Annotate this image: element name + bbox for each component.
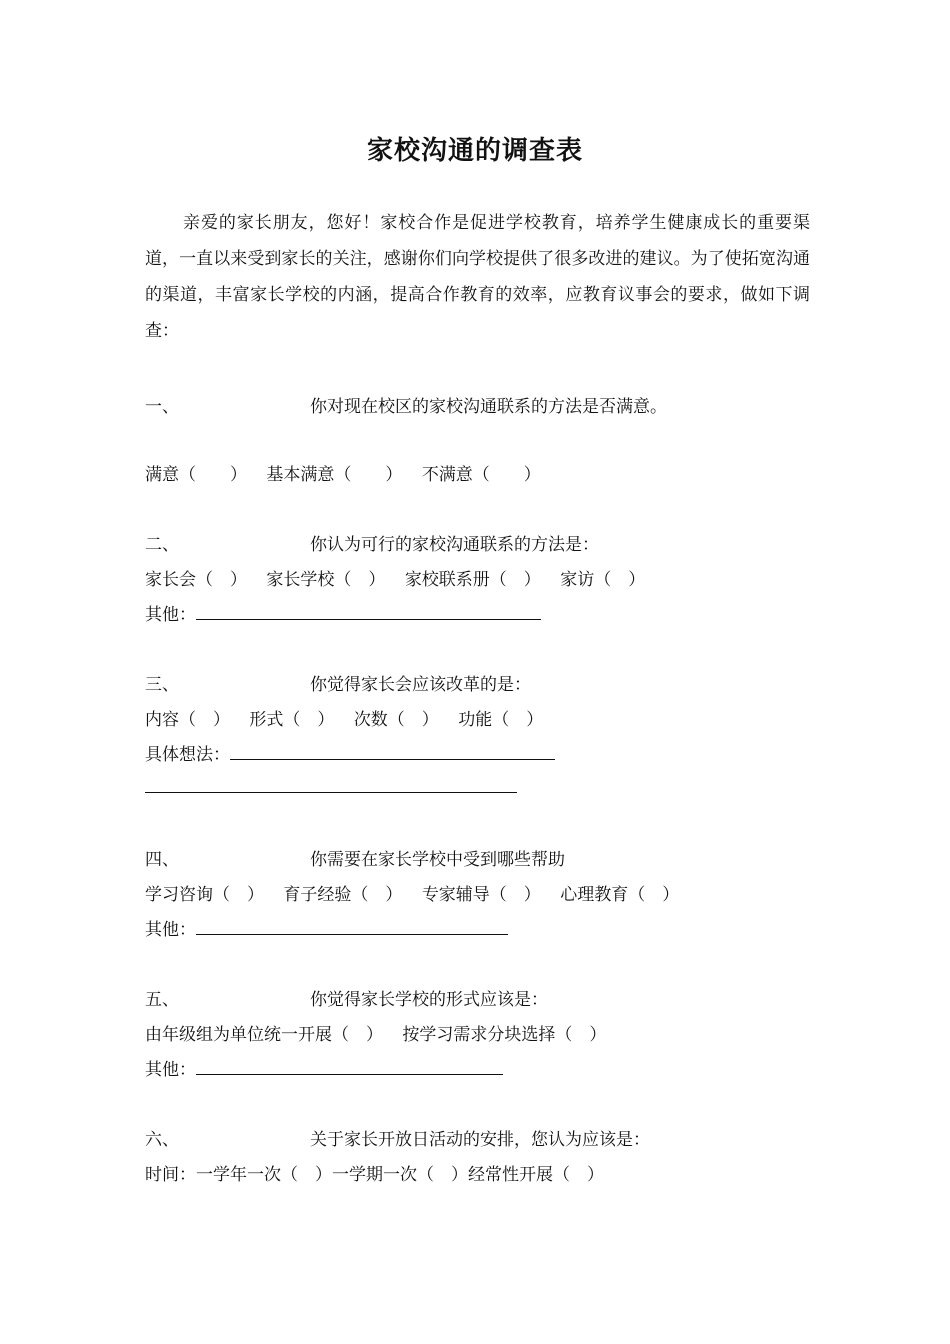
question-5-options — [145, 1020, 620, 1045]
question-number: 六、 — [145, 1130, 179, 1150]
question-4-other — [145, 915, 508, 940]
question-3 — [145, 670, 531, 695]
question-1-options — [145, 460, 555, 485]
other-blank[interactable] — [196, 603, 541, 620]
question-6 — [145, 1125, 650, 1150]
question-number: 二、 — [145, 535, 179, 555]
question-5 — [145, 985, 548, 1010]
question-5-other — [145, 1055, 503, 1080]
question-text: 你需要在家长学校中受到哪些帮助 — [310, 850, 565, 870]
option-parenting-experience[interactable]: 育子经验（ ） — [283, 885, 403, 905]
other-label: 其他： — [145, 1060, 196, 1080]
option-home-visit[interactable]: 家访（ ） — [560, 570, 646, 590]
other-blank[interactable] — [230, 743, 555, 760]
option-need-based[interactable]: 按学习需求分块选择（ ） — [402, 1025, 607, 1045]
option-frequency[interactable]: 次数（ ） — [353, 710, 439, 730]
question-3-other — [145, 740, 555, 765]
option-study-consult[interactable]: 学习咨询（ ） — [145, 885, 264, 905]
option-parent-school[interactable]: 家长学校（ ） — [266, 570, 386, 590]
question-text: 你觉得家长学校的形式应该是： — [310, 990, 548, 1010]
answer-line[interactable] — [145, 792, 517, 793]
question-4-options — [145, 880, 693, 905]
option-basically-satisfied[interactable]: 基本满意（ ） — [266, 465, 403, 485]
question-text: 你认为可行的家校沟通联系的方法是： — [310, 535, 599, 555]
other-label: 具体想法： — [145, 745, 230, 765]
other-label: 其他： — [145, 920, 196, 940]
intro-paragraph: 亲爱的家长朋友，您好！家校合作是促进学校教育，培养学生健康成长的重要渠道，一直以来受到家长的关注，感谢你们向学校提供了很多改进的建议。为了使拓宽沟通的渠道，丰富家长学校的内涵，提高合作教育的效率，应教育议事会的要求，做如下调查： — [145, 213, 810, 341]
option-function[interactable]: 功能（ ） — [458, 710, 544, 730]
question-3-options — [145, 705, 557, 730]
question-text: 你对现在校区的家校沟通联系的方法是否满意。 — [310, 397, 667, 417]
question-text: 关于家长开放日活动的安排，您认为应该是： — [310, 1130, 650, 1150]
option-format[interactable]: 形式（ ） — [249, 710, 335, 730]
option-grade-unified[interactable]: 由年级组为单位统一开展（ ） — [145, 1025, 383, 1045]
option-expert-guidance[interactable]: 专家辅导（ ） — [421, 885, 541, 905]
question-number: 三、 — [145, 675, 179, 695]
question-6-options[interactable]: 时间：一学年一次（ ）一学期一次（ ）经常性开展（ ） — [145, 1165, 604, 1185]
other-blank[interactable] — [196, 1058, 503, 1075]
question-number: 四、 — [145, 850, 179, 870]
option-parent-meeting[interactable]: 家长会（ ） — [145, 570, 247, 590]
question-4 — [145, 845, 565, 870]
question-text: 你觉得家长会应该改革的是： — [310, 675, 531, 695]
question-number: 一、 — [145, 397, 179, 417]
option-contact-book[interactable]: 家校联系册（ ） — [404, 570, 541, 590]
other-label: 其他： — [145, 605, 196, 625]
question-2-other — [145, 600, 541, 625]
question-2 — [145, 530, 599, 555]
option-psychology-education[interactable]: 心理教育（ ） — [560, 885, 680, 905]
question-1 — [145, 392, 667, 417]
option-not-satisfied[interactable]: 不满意（ ） — [421, 465, 541, 485]
question-number: 五、 — [145, 990, 179, 1010]
question-2-options — [145, 565, 659, 590]
option-content[interactable]: 内容（ ） — [145, 710, 230, 730]
other-blank[interactable] — [196, 918, 508, 935]
option-satisfied[interactable]: 满意（ ） — [145, 465, 247, 485]
page-title: 家校沟通的调查表 — [366, 136, 583, 166]
